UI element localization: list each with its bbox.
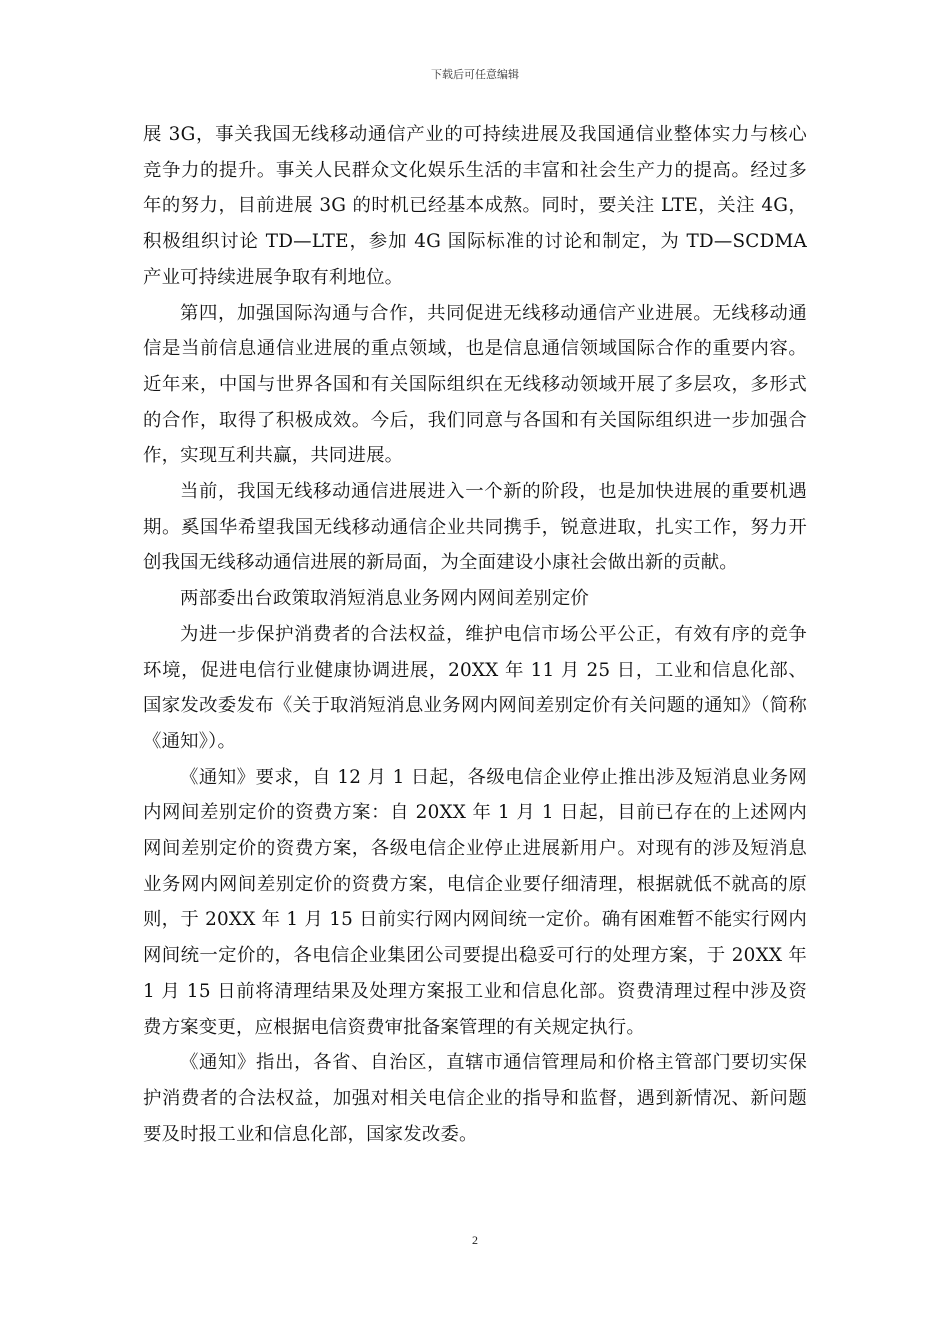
document-body	[143, 117, 807, 1152]
paragraph-3g-continuation: 展 3G，事关我国无线移动通信产业的可持续进展及我国通信业整体实力与核心竞争力的提升。事关人民群众文化娱乐生活的丰富和社会生产力的提高。经过多年的努力，目前进展 3G 的时机已经基本成熬。同时，要关注 LTE，关注 4G，积极组织讨论 TD—LTE，参加 4G 国际标准的讨论和制定，为 TD—SCDMA 产业可持续进展争取有利地位。	[143, 124, 807, 288]
paragraph-international-cooperation: 第四，加强国际沟通与合作，共同促进无线移动通信产业进展。无线移动通信是当前信息通信业进展的重点领域，也是信息通信领域国际合作的重要内容。近年来，中国与世界各国和有关国际组织在无线移动领域开展了多层攻，多形式的合作，取得了积极成效。今后，我们同意与各国和有关国际组织进一步加强合作，实现互利共赢，共同进展。	[143, 302, 807, 467]
paragraph-new-stage: 当前，我国无线移动通信进展进入一个新的阶段，也是加快进展的重要机遇期。奚国华希望我国无线移动通信企业共同携手，锐意进取，扎实工作，努力开创我国无线移动通信进展的新局面，为全面建设小康社会做出新的贡献。	[143, 481, 807, 574]
paragraph-notice-issued: 为进一步保护消费者的合法权益，维护电信市场公平公正，有效有序的竞争环境，促进电信行业健康协调进展，20XX 年 11 月 25 日，工业和信息化部、国家发改委发布《关于取消短消息业务网内网间差别定价有关问题的通知》（简称《通知》）。	[143, 623, 807, 752]
page-header: 下载后可任意编辑	[431, 68, 519, 81]
page-number: 2	[472, 1233, 478, 1247]
paragraph-notice-supervision: 《通知》指出，各省、自治区，直辖市通信管理局和价格主管部门要切实保护消费者的合法权益，加强对相关电信企业的指导和监督，遇到新情况、新问题要及时报工业和信息化部，国家发改委。	[143, 1052, 807, 1145]
section-heading-sms-pricing: 两部委出台政策取消短消息业务网内网间差别定价	[180, 588, 589, 610]
paragraph-notice-requirements: 《通知》要求，自 12 月 1 日起，各级电信企业停止推出涉及短消息业务网内网间差别定价的资费方案：自 20XX 年 1 月 1 日起，目前已存在的上述网内网间差别定价的资费方案，各级电信企业停止进展新用户。对现有的涉及短消息业务网内网间差别定价的资费方案，电信企业要仔细清理，根据就低不就高的原则，于 20XX 年 1 月 15 日前实行网内网间统一定价。确有困难暂不能实行网内网间统一定价的，各电信企业集团公司要提出稳妥可行的处理方案，于 20XX 年 1 月 15 日前将清理结果及处理方案报工业和信息化部。资费清理过程中涉及资费方案变更，应根据电信资费审批备案管理的有关规定执行。	[143, 766, 807, 1038]
